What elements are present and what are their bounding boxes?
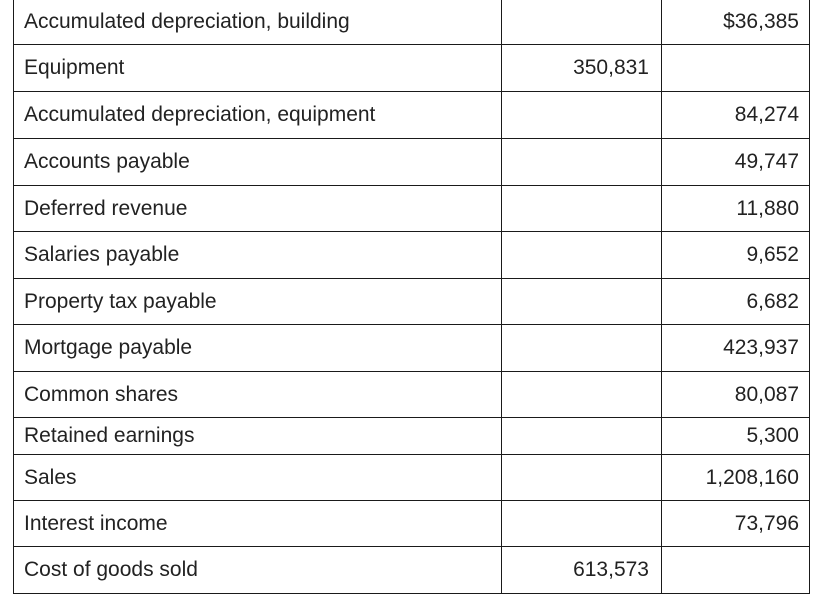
account-name: Sales <box>14 455 502 501</box>
account-name: Deferred revenue <box>14 186 502 232</box>
credit-amount: 49,747 <box>662 139 810 186</box>
credit-amount <box>662 547 810 594</box>
account-name: Salaries payable <box>14 232 502 279</box>
debit-amount: 613,573 <box>502 547 662 594</box>
credit-amount: $36,385 <box>662 0 810 45</box>
table-row <box>14 92 810 139</box>
account-name: Cost of goods sold <box>14 547 502 594</box>
debit-amount <box>502 455 662 501</box>
account-name: Common shares <box>14 372 502 418</box>
table-row <box>14 501 810 547</box>
table-row <box>14 455 810 501</box>
debit-amount <box>502 501 662 547</box>
debit-amount <box>502 186 662 232</box>
table-row <box>14 139 810 186</box>
credit-amount: 5,300 <box>662 418 810 455</box>
credit-amount: 423,937 <box>662 325 810 372</box>
credit-amount: 80,087 <box>662 372 810 418</box>
credit-amount: 9,652 <box>662 232 810 279</box>
table-row <box>14 279 810 325</box>
account-name: Retained earnings <box>14 418 502 455</box>
credit-amount: 73,796 <box>662 501 810 547</box>
debit-amount <box>502 92 662 139</box>
table-row <box>14 418 810 455</box>
debit-amount <box>502 372 662 418</box>
debit-amount <box>502 325 662 372</box>
debit-amount: 350,831 <box>502 45 662 92</box>
credit-amount: 11,880 <box>662 186 810 232</box>
table-row <box>14 232 810 279</box>
debit-amount <box>502 232 662 279</box>
credit-amount <box>662 45 810 92</box>
account-name: Equipment <box>14 45 502 92</box>
table-row <box>14 45 810 92</box>
table-row <box>14 325 810 372</box>
credit-amount: 84,274 <box>662 92 810 139</box>
debit-amount <box>502 0 662 45</box>
debit-amount <box>502 139 662 186</box>
table-row <box>14 186 810 232</box>
table-row <box>14 547 810 594</box>
credit-amount: 6,682 <box>662 279 810 325</box>
account-name: Accumulated depreciation, equipment <box>14 92 502 139</box>
debit-amount <box>502 418 662 455</box>
credit-amount: 1,208,160 <box>662 455 810 501</box>
account-name: Accumulated depreciation, building <box>14 0 502 45</box>
debit-amount <box>502 279 662 325</box>
account-name: Interest income <box>14 501 502 547</box>
account-name: Mortgage payable <box>14 325 502 372</box>
table-row <box>14 0 810 45</box>
account-name: Accounts payable <box>14 139 502 186</box>
trial-balance-table <box>13 0 810 594</box>
table-row <box>14 372 810 418</box>
account-name: Property tax payable <box>14 279 502 325</box>
